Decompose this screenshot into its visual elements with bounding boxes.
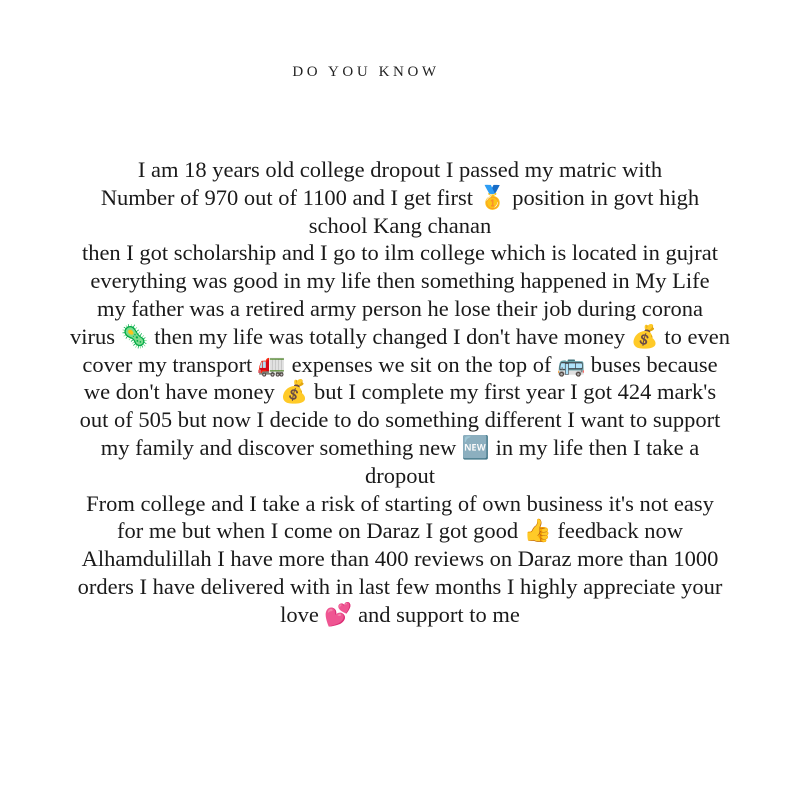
page-heading: DO YOU KNOW bbox=[292, 64, 440, 80]
story-line-14: for me but when I come on Daraz I got good 👍 feedback now bbox=[117, 518, 683, 544]
story-line-12: dropout bbox=[365, 462, 435, 488]
story-line-10: out of 505 but now I decide to do something different I want to support bbox=[79, 407, 721, 433]
story-line-1: I am 18 years old college dropout I passed my matric with bbox=[137, 157, 663, 182]
story-line-16: orders I have delivered with in last few months I highly appreciate your bbox=[77, 573, 723, 599]
story-line-4: then I got scholarship and I go to ilm college which is located in gujrat bbox=[81, 240, 719, 266]
story-line-7: virus 🦠 then my life was totally changed I don't have money 💰 to even bbox=[70, 323, 730, 349]
story-line-17: love 💕 and support to me bbox=[280, 601, 520, 627]
story-line-11: my family and discover something new 🆕 in my life then I take a bbox=[100, 434, 700, 460]
story-line-9: we don't have money 💰 but I complete my first year I got 424 mark's bbox=[83, 379, 717, 405]
story-line-6: my father was a retired army person he lose their job during corona bbox=[96, 295, 704, 321]
story-line-5: everything was good in my life then something happened in My Life bbox=[90, 268, 710, 294]
story-line-8: cover my transport 🚛 expenses we sit on the top of 🚌 buses because bbox=[82, 351, 718, 377]
story-line-15: Alhamdulillah I have more than 400 reviews on Daraz more than 1000 bbox=[81, 546, 719, 572]
story-text bbox=[24, 156, 776, 629]
story-line-2: Number of 970 out of 1100 and I get first 🥇 position in govt high bbox=[100, 184, 700, 210]
story-line-13: From college and I take a risk of starting of own business it's not easy bbox=[86, 490, 714, 516]
story-line-3: school Kang chanan bbox=[308, 212, 492, 238]
